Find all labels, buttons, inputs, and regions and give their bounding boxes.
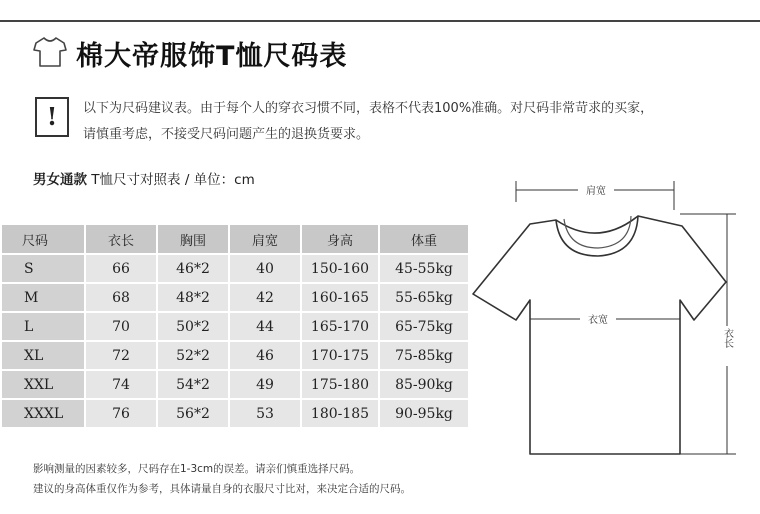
header-shoulder: 肩宽: [229, 224, 301, 254]
notice-line-1: 以下为尺码建议表。由于每个人的穿衣习惯不同，表格不代表100%准确。对尺码非常苛求的买家，: [83, 101, 654, 116]
top-divider: [0, 20, 760, 22]
cell-size: XXL: [1, 370, 85, 399]
cell-chest: 52*2: [157, 341, 229, 370]
table-row: [1, 254, 469, 283]
cell-height: 150-160: [301, 254, 379, 283]
cell-shoulder: 44: [229, 312, 301, 341]
tshirt-outline: [473, 216, 726, 454]
footer-notes: [33, 459, 411, 499]
cell-shoulder: 40: [229, 254, 301, 283]
cell-shoulder: 42: [229, 283, 301, 312]
cell-size: L: [1, 312, 85, 341]
tshirt-measurement-diagram: [468, 178, 753, 468]
header-length: 衣长: [85, 224, 157, 254]
table-row: [1, 341, 469, 370]
cell-size: XXXL: [1, 399, 85, 428]
cell-weight: 55-65kg: [379, 283, 469, 312]
notice-text: [83, 96, 733, 148]
cell-chest: 54*2: [157, 370, 229, 399]
cell-weight: 65-75kg: [379, 312, 469, 341]
cell-size: XL: [1, 341, 85, 370]
table-row: [1, 399, 469, 428]
cell-weight: 85-90kg: [379, 370, 469, 399]
cell-height: 165-170: [301, 312, 379, 341]
cell-shoulder: 46: [229, 341, 301, 370]
cell-length: 74: [85, 370, 157, 399]
table-subtitle: [33, 168, 255, 188]
cell-size: S: [1, 254, 85, 283]
cell-chest: 48*2: [157, 283, 229, 312]
exclamation-icon: !: [35, 97, 69, 137]
notice-line-2: 请慎重考虑，不接受尺码问题产生的退换货要求。: [83, 127, 370, 142]
page-title: 棉大帝服饰T恤尺码表: [76, 41, 348, 72]
cell-length: 72: [85, 341, 157, 370]
header-weight: 体重: [379, 224, 469, 254]
header-size: 尺码: [1, 224, 85, 254]
table-row: [1, 283, 469, 312]
cell-weight: 90-95kg: [379, 399, 469, 428]
cell-length: 68: [85, 283, 157, 312]
footer-line-1: 影响测量的因素较多，尺码存在1-3cm的误差。请亲们慎重选择尺码。: [33, 463, 361, 475]
subtitle-rest: T恤尺寸对照表 / 单位：cm: [87, 172, 255, 188]
cell-height: 170-175: [301, 341, 379, 370]
footer-line-2: 建议的身高体重仅作为参考，具体请量自身的衣服尺寸比对，来决定合适的尺码。: [33, 483, 411, 495]
table-header-row: [1, 224, 469, 254]
cell-length: 66: [85, 254, 157, 283]
shoulder-width-label: 肩宽: [586, 186, 606, 197]
cell-length: 70: [85, 312, 157, 341]
cell-chest: 50*2: [157, 312, 229, 341]
cell-weight: 75-85kg: [379, 341, 469, 370]
size-chart-table: [0, 223, 470, 429]
length-label: 衣长: [721, 328, 733, 348]
cell-height: 160-165: [301, 283, 379, 312]
cell-height: 175-180: [301, 370, 379, 399]
table-row: [1, 370, 469, 399]
cell-length: 76: [85, 399, 157, 428]
cell-shoulder: 53: [229, 399, 301, 428]
header-height: 身高: [301, 224, 379, 254]
cell-height: 180-185: [301, 399, 379, 428]
header-chest: 胸围: [157, 224, 229, 254]
chest-width-label: 衣宽: [588, 315, 608, 326]
cell-chest: 46*2: [157, 254, 229, 283]
tshirt-icon: [33, 36, 67, 68]
subtitle-bold: 男女通款: [33, 172, 87, 188]
cell-chest: 56*2: [157, 399, 229, 428]
table-row: [1, 312, 469, 341]
cell-weight: 45-55kg: [379, 254, 469, 283]
cell-size: M: [1, 283, 85, 312]
cell-shoulder: 49: [229, 370, 301, 399]
